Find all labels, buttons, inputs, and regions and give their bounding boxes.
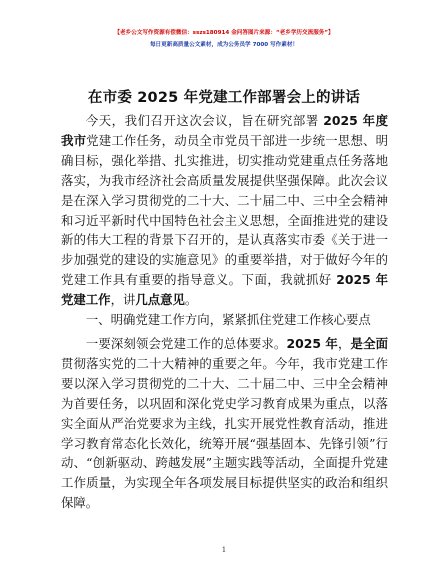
paragraph-opening <box>61 111 388 310</box>
text-run: ，讲 <box>110 292 136 308</box>
document-title: 在市委 2025 年党建工作部署会上的讲话 <box>87 90 361 106</box>
text-run: 贯彻落实党的二十大精神的重要之年。今年，我市党建工作要以深入学习贯彻党的二十大、二十届二中、三中全会精神为首要任务，以巩固和深化党史学习教育成果为重点，以落实全面从严治党要求为主线，扎实开展党性教育活动，推进学习教育常态化长效化，统筹开展“强基固本、先锋引领”行动、“创新驱动、跨越发展”主题实践等活动，全面提升党建工作质量，为实现全年各项发展目标提供坚实的政治和组织保障。 <box>61 355 388 511</box>
bold-text-run: 几点意见 <box>135 292 185 308</box>
page-number: 1 <box>221 546 227 554</box>
section-heading-1 <box>61 310 388 330</box>
bold-text-run: 2025 年党建工作 <box>61 272 388 308</box>
bold-text-run: 2025 年 <box>286 336 338 351</box>
paragraph-text <box>61 334 388 513</box>
paragraph-text <box>61 111 388 310</box>
text-run: 。 <box>184 292 198 308</box>
text-run: 党建工作任务，动员全市党员干部进一步统一思想、明确目标，强化举措、扎实推进，切实推动党建重点任务落地落实，为我市经济社会高质量发展提供坚强保障。此次会议是在深入学习贯彻党的二十大、二十届二中、三中全会精神和习近平新时代中国特色社会主义思想，全面推进党的建设新的伟大工程的背景下召开的，是认真落实市委《关于进一步加强党的建设的实施意见》的重要举措，对于做好今年的党建工作具有重要的指导意义。下面，我就抓好 <box>61 132 389 288</box>
bold-text-run: 2025 年度我市 <box>61 113 388 148</box>
section-heading-text: 一、明确党建工作方向，紧紧抓住党建工作核心要点 <box>85 312 371 327</box>
text-run: 今天，我们召开这次会议，旨在研究部署 <box>85 113 324 128</box>
header-banner-subtitle: 每日更新高质量公文素材，成为公务员学 7000 写作素材！ <box>149 42 299 48</box>
text-run: ， <box>337 336 351 351</box>
bold-text-run: 是全面 <box>350 336 389 351</box>
text-run: 一要深刻领会党建工作的总体要求。 <box>85 336 287 351</box>
header-banner-promo: 【老乡公文写作资源有偿微信：sszs180914 金问答图片来源：“老乡学历交流服务”】 <box>114 30 334 36</box>
paragraph-section-1 <box>61 334 388 513</box>
